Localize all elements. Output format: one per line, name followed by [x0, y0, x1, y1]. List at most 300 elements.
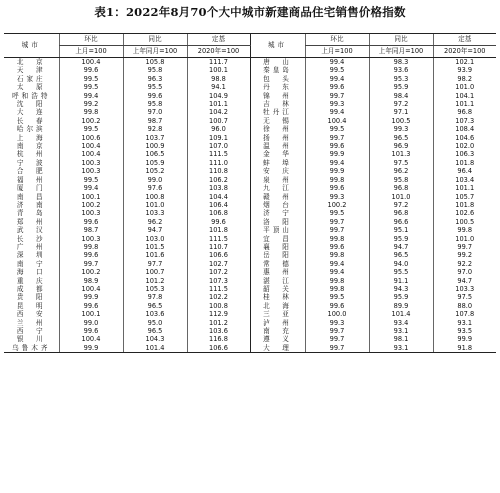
mom-value: 99.5: [305, 125, 369, 133]
city-name: 深 圳: [16, 251, 46, 260]
mom-value: 99.8: [305, 277, 369, 285]
mom-value: 99.5: [59, 125, 123, 133]
base-value: 99.7: [433, 243, 496, 251]
yoy-value: 103.3: [123, 209, 187, 217]
yoy-value: 95.5: [369, 268, 433, 276]
base-value: 101.1: [187, 100, 250, 108]
city-name: 郑 州: [16, 217, 46, 226]
mom-value: 99.4: [305, 159, 369, 167]
mom-value: 98.7: [59, 226, 123, 234]
city-name: 唐 山: [250, 58, 305, 67]
city-name: 锦 州: [250, 92, 305, 100]
base-value: 101.8: [187, 226, 250, 234]
city-name: 宜 昌: [250, 235, 305, 243]
mom-value: 99.4: [305, 108, 369, 116]
yoy-value: 93.6: [369, 66, 433, 74]
table-row: [4, 335, 496, 343]
city-name: 福 州: [16, 175, 46, 184]
table-row: [4, 193, 496, 201]
base-value: 97.0: [433, 268, 496, 276]
base-value: 111.0: [187, 159, 250, 167]
table-row: [4, 108, 496, 116]
base-value: 100.5: [433, 218, 496, 226]
table-row: [4, 92, 496, 100]
city-name: 广 州: [16, 242, 46, 251]
yoy-value: 95.3: [369, 75, 433, 83]
yoy-value: 95.5: [123, 83, 187, 91]
city-name: 海 口: [16, 268, 46, 277]
city-name: 银 川: [16, 335, 46, 344]
table-row: [4, 260, 496, 268]
base-value: 103.4: [433, 176, 496, 184]
base-value: 93.1: [433, 319, 496, 327]
yoy-value: 96.9: [369, 142, 433, 150]
table-row: [4, 142, 496, 150]
mom-value: 99.6: [59, 66, 123, 74]
base-value: 101.0: [433, 235, 496, 243]
table-row: [4, 285, 496, 293]
mom-value: 99.6: [59, 218, 123, 226]
base-value: 116.8: [187, 335, 250, 343]
mom-value: 99.3: [305, 193, 369, 201]
base-value: 106.8: [187, 209, 250, 217]
mom-value: 100.4: [59, 335, 123, 343]
mom-value: 99.0: [59, 319, 123, 327]
table-row: [4, 268, 496, 276]
city-name: 遵 义: [250, 335, 305, 343]
base-value: 106.6: [187, 251, 250, 259]
city-name: 湛 江: [250, 277, 305, 285]
yoy-value: 91.1: [369, 277, 433, 285]
yoy-value: 101.0: [123, 201, 187, 209]
mom-value: 99.8: [305, 235, 369, 243]
yoy-value: 100.7: [123, 268, 187, 276]
mom-value: 99.7: [305, 327, 369, 335]
city-name: 牡丹江: [250, 108, 305, 116]
mom-value: 100.3: [59, 159, 123, 167]
base-value: 102.6: [433, 209, 496, 217]
yoy-value: 101.5: [123, 243, 187, 251]
table-row: [4, 100, 496, 108]
base-value: 103.3: [433, 285, 496, 293]
mom-value: 98.9: [59, 277, 123, 285]
yoy-value: 101.3: [369, 150, 433, 158]
city-name: 西 安: [16, 310, 46, 319]
city-name: 北 京: [16, 58, 46, 66]
city-name: 吉 林: [250, 100, 305, 108]
mom-value: 100.2: [59, 201, 123, 209]
yoy-value: 101.6: [123, 251, 187, 259]
city-name: 青 岛: [16, 209, 46, 218]
table-row: [4, 209, 496, 217]
yoy-value: 96.2: [123, 218, 187, 226]
base-value: 94.7: [433, 277, 496, 285]
yoy-value: 103.6: [123, 310, 187, 318]
yoy-value: 89.9: [369, 302, 433, 310]
mom-value: 100.2: [59, 117, 123, 125]
city-name: 烟 台: [250, 201, 305, 209]
city-name: 乌鲁木齐: [4, 344, 59, 353]
city-name: 三 亚: [250, 310, 305, 318]
yoy-value: 95.8: [369, 176, 433, 184]
base-value: 110.8: [187, 167, 250, 175]
mom-value: 99.7: [305, 218, 369, 226]
city-name: 大 理: [250, 344, 305, 353]
base-value: 107.8: [433, 310, 496, 318]
mom-value: 99.9: [59, 344, 123, 353]
base-value: 100.8: [187, 302, 250, 310]
mom-value: 99.4: [305, 75, 369, 83]
city-name: 太 原: [16, 83, 46, 92]
mom-value: 99.9: [305, 167, 369, 175]
mom-value: 99.8: [305, 285, 369, 293]
base-value: 100.7: [187, 117, 250, 125]
yoy-value: 96.5: [369, 251, 433, 259]
city-name: 昆 明: [16, 301, 46, 310]
city-name: 金 华: [250, 150, 305, 158]
table-row: [4, 83, 496, 91]
city-name: 武 汉: [16, 226, 46, 235]
yoy-value: 100.9: [123, 142, 187, 150]
header-base-sub-right: 2020年=100: [433, 46, 496, 58]
yoy-value: 94.3: [369, 285, 433, 293]
city-name: 扬 州: [250, 134, 305, 142]
header-mom-sub-right: 上月=100: [305, 46, 369, 58]
base-value: 109.1: [187, 134, 250, 142]
base-value: 103.8: [187, 184, 250, 192]
mom-value: 99.6: [305, 184, 369, 192]
table-row: [4, 167, 496, 175]
base-value: 104.2: [187, 108, 250, 116]
city-name: 济 宁: [250, 209, 305, 217]
base-value: 96.0: [187, 125, 250, 133]
mom-value: 99.6: [59, 302, 123, 310]
mom-value: 99.7: [305, 226, 369, 234]
yoy-value: 97.2: [369, 201, 433, 209]
mom-value: 99.5: [59, 75, 123, 83]
mom-value: 99.7: [305, 344, 369, 353]
base-value: 101.8: [433, 201, 496, 209]
table-row: [4, 134, 496, 142]
table-row: [4, 117, 496, 125]
base-value: 104.1: [433, 92, 496, 100]
city-name: 南 宁: [16, 259, 46, 268]
yoy-value: 92.8: [123, 125, 187, 133]
mom-value: 100.6: [59, 134, 123, 142]
table-row: [4, 184, 496, 192]
yoy-value: 95.9: [369, 83, 433, 91]
city-name: 石家庄: [16, 74, 46, 83]
city-name: 杭 州: [16, 150, 46, 159]
base-value: 111.7: [187, 58, 250, 67]
yoy-value: 100.5: [369, 117, 433, 125]
mom-value: 100.3: [59, 167, 123, 175]
city-name: 兰 州: [16, 318, 46, 327]
table-row: [4, 150, 496, 158]
base-value: 99.8: [433, 226, 496, 234]
base-value: 108.4: [433, 125, 496, 133]
yoy-value: 100.8: [123, 193, 187, 201]
header-city: 城市: [4, 34, 59, 58]
table-row: [4, 344, 496, 353]
yoy-value: 105.9: [123, 159, 187, 167]
yoy-value: 104.3: [123, 335, 187, 343]
yoy-value: 93.4: [369, 319, 433, 327]
table-row: [4, 159, 496, 167]
price-index-table: [4, 33, 496, 353]
table-title: 表1：2022年8月70个大中城市新建商品住宅销售价格指数: [94, 5, 406, 19]
table-row: [4, 302, 496, 310]
city-name: 蚌 埠: [250, 159, 305, 167]
city-name: 包 头: [250, 75, 305, 83]
base-value: 107.3: [433, 117, 496, 125]
yoy-value: 101.4: [369, 310, 433, 318]
yoy-value: 106.5: [123, 150, 187, 158]
mom-value: 99.6: [59, 251, 123, 259]
header-yoy-sub: 上年同月=100: [123, 46, 187, 58]
city-name: 洛 阳: [250, 218, 305, 226]
city-name: 西 宁: [16, 327, 46, 335]
table-row: [4, 226, 496, 234]
yoy-value: 99.0: [123, 176, 187, 184]
yoy-value: 96.5: [123, 302, 187, 310]
mom-value: 99.9: [59, 293, 123, 301]
base-value: 99.6: [187, 218, 250, 226]
header-yoy-right: 同比: [369, 34, 433, 46]
yoy-value: 105.8: [123, 58, 187, 67]
header-mom-sub: 上月=100: [59, 46, 123, 58]
city-name: 九 江: [250, 184, 305, 192]
yoy-value: 98.4: [369, 92, 433, 100]
base-value: 107.0: [187, 142, 250, 150]
mom-value: 100.3: [59, 209, 123, 217]
yoy-value: 97.1: [369, 108, 433, 116]
city-name: 北 海: [250, 302, 305, 310]
base-value: 111.5: [187, 285, 250, 293]
city-name: 哈尔滨: [16, 125, 46, 134]
header-base-sub: 2020年=100: [187, 46, 250, 58]
base-value: 93.5: [433, 327, 496, 335]
yoy-value: 101.4: [123, 344, 187, 353]
yoy-value: 96.3: [123, 75, 187, 83]
mom-value: 100.4: [305, 117, 369, 125]
base-value: 106.2: [187, 176, 250, 184]
yoy-value: 96.8: [369, 184, 433, 192]
mom-value: 100.4: [59, 150, 123, 158]
base-value: 102.0: [433, 142, 496, 150]
yoy-value: 105.2: [123, 167, 187, 175]
base-value: 110.7: [187, 243, 250, 251]
mom-value: 100.2: [59, 268, 123, 276]
base-value: 94.1: [187, 83, 250, 91]
base-value: 101.2: [187, 319, 250, 327]
base-value: 105.7: [433, 193, 496, 201]
yoy-value: 95.8: [123, 66, 187, 74]
base-value: 96.4: [433, 167, 496, 175]
city-name: 岳 阳: [250, 251, 305, 259]
table-row: [4, 125, 496, 133]
mom-value: 99.8: [59, 108, 123, 116]
base-value: 103.6: [187, 327, 250, 335]
table-row: [4, 176, 496, 184]
table-row: [4, 327, 496, 335]
mom-value: 100.4: [59, 142, 123, 150]
header-yoy: 同比: [123, 34, 187, 46]
yoy-value: 93.1: [369, 327, 433, 335]
yoy-value: 97.6: [123, 184, 187, 192]
table-row: [4, 277, 496, 285]
yoy-value: 97.0: [123, 108, 187, 116]
yoy-value: 97.8: [123, 293, 187, 301]
base-value: 97.5: [433, 293, 496, 301]
base-value: 102.1: [433, 58, 496, 67]
table-body: [4, 58, 496, 353]
city-name: 韶 关: [250, 285, 305, 293]
yoy-value: 103.7: [123, 134, 187, 142]
base-value: 98.8: [187, 75, 250, 83]
base-value: 111.5: [187, 150, 250, 158]
base-value: 102.2: [187, 293, 250, 301]
base-value: 107.3: [187, 277, 250, 285]
base-value: 106.3: [433, 150, 496, 158]
mom-value: 99.7: [305, 335, 369, 343]
header-mom-right: 环比: [305, 34, 369, 46]
city-name: 秦皇岛: [250, 66, 305, 74]
city-name: 南 京: [16, 142, 46, 151]
yoy-value: 98.1: [369, 335, 433, 343]
mom-value: 99.6: [305, 142, 369, 150]
yoy-value: 99.3: [369, 125, 433, 133]
yoy-value: 93.1: [369, 344, 433, 353]
mom-value: 99.5: [59, 83, 123, 91]
base-value: 104.9: [187, 92, 250, 100]
base-value: 106.6: [187, 344, 250, 353]
yoy-value: 96.8: [369, 209, 433, 217]
base-value: 102.7: [187, 260, 250, 268]
mom-value: 99.4: [305, 58, 369, 67]
city-name: 常 德: [250, 260, 305, 268]
mom-value: 99.8: [305, 176, 369, 184]
table-row: [4, 235, 496, 243]
base-value: 101.0: [433, 83, 496, 91]
yoy-value: 96.6: [369, 218, 433, 226]
base-value: 101.8: [433, 159, 496, 167]
yoy-value: 95.1: [369, 226, 433, 234]
yoy-value: 94.0: [369, 260, 433, 268]
mom-value: 100.4: [59, 58, 123, 67]
mom-value: 99.6: [59, 327, 123, 335]
city-name: 惠 州: [250, 268, 305, 276]
base-value: 92.2: [433, 260, 496, 268]
city-name: 襄 阳: [250, 243, 305, 251]
base-value: 88.0: [433, 302, 496, 310]
city-name: 长 沙: [16, 234, 46, 243]
mom-value: 99.8: [59, 243, 123, 251]
yoy-value: 95.0: [123, 319, 187, 327]
city-name: 天 津: [16, 66, 46, 75]
table-row: [4, 201, 496, 209]
city-name: 丹 东: [250, 83, 305, 91]
mom-value: 100.1: [59, 310, 123, 318]
city-name: 贵 阳: [16, 293, 46, 302]
table-row: [4, 293, 496, 301]
header-base-right: 定基: [433, 34, 496, 46]
mom-value: 99.7: [305, 134, 369, 142]
base-value: 99.9: [433, 335, 496, 343]
table-row: [4, 58, 496, 67]
mom-value: 99.4: [305, 268, 369, 276]
base-value: 101.1: [433, 100, 496, 108]
yoy-value: 99.6: [123, 92, 187, 100]
yoy-value: 103.0: [123, 235, 187, 243]
mom-value: 100.4: [59, 285, 123, 293]
city-name: 平顶山: [250, 226, 305, 234]
base-value: 106.4: [187, 201, 250, 209]
mom-value: 99.7: [305, 92, 369, 100]
yoy-value: 97.7: [123, 260, 187, 268]
mom-value: 99.3: [305, 319, 369, 327]
yoy-value: 105.3: [123, 285, 187, 293]
table-row: [4, 218, 496, 226]
city-name: 厦 门: [16, 184, 46, 193]
yoy-value: 95.9: [369, 293, 433, 301]
city-name: 南 充: [250, 327, 305, 335]
header-base: 定基: [187, 34, 250, 46]
yoy-value: 97.2: [369, 100, 433, 108]
header-mom: 环比: [59, 34, 123, 46]
city-name: 温 州: [250, 142, 305, 150]
city-name: 南 昌: [16, 192, 46, 201]
table-row: [4, 319, 496, 327]
yoy-value: 96.5: [123, 327, 187, 335]
base-value: 98.2: [433, 75, 496, 83]
mom-value: 99.6: [305, 302, 369, 310]
yoy-value: 98.7: [123, 117, 187, 125]
table-row: [4, 310, 496, 318]
city-name: 桂 林: [250, 293, 305, 301]
yoy-value: 97.5: [369, 159, 433, 167]
mom-value: 99.8: [305, 251, 369, 259]
mom-value: 99.4: [59, 92, 123, 100]
city-name: 安 庆: [250, 167, 305, 175]
base-value: 100.1: [187, 66, 250, 74]
table-row: [4, 251, 496, 259]
mom-value: 99.5: [59, 176, 123, 184]
yoy-value: 98.3: [369, 58, 433, 67]
base-value: 99.2: [433, 251, 496, 259]
yoy-value: 101.2: [123, 277, 187, 285]
mom-value: 99.6: [305, 83, 369, 91]
mom-value: 99.7: [59, 260, 123, 268]
city-name: 徐 州: [250, 125, 305, 133]
header-row-main: [4, 34, 496, 46]
mom-value: 99.5: [305, 293, 369, 301]
base-value: 104.6: [433, 134, 496, 142]
yoy-value: 94.7: [123, 226, 187, 234]
yoy-value: 95.8: [123, 100, 187, 108]
base-value: 96.8: [433, 108, 496, 116]
city-name: 合 肥: [16, 167, 46, 176]
yoy-value: 96.2: [369, 167, 433, 175]
base-value: 93.9: [433, 66, 496, 74]
mom-value: 100.0: [305, 310, 369, 318]
city-name: 赣 州: [250, 193, 305, 201]
city-name: 沈 阳: [16, 100, 46, 109]
city-name: 长 春: [16, 116, 46, 125]
base-value: 111.5: [187, 235, 250, 243]
base-value: 107.2: [187, 268, 250, 276]
base-value: 91.8: [433, 344, 496, 353]
